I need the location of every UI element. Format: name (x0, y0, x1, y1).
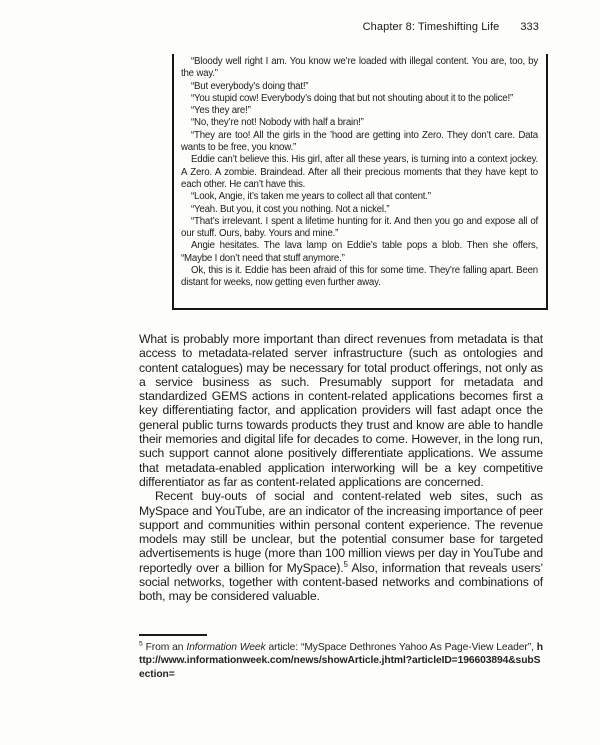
running-head (363, 21, 539, 33)
dialogue-excerpt-box (172, 54, 548, 310)
chapter-title: Chapter 8: Timeshifting Life (362, 21, 500, 33)
footnote-text-continued: article: “MySpace Dethrones Yahoo As Page-View Leader”, (265, 642, 537, 653)
body-paragraph-2-text-continued: Also, information that reveals users’ social networks, together with content-based networks and combinations of both, may be considered valuable. (139, 560, 543, 604)
excerpt-paragraph: Ok, this is it. Eddie has been afraid of this for some time. They’re falling apart. Been distant for weeks, now getting even further away. (181, 265, 538, 289)
excerpt-paragraph: “But everybody’s doing that!” (191, 80, 309, 92)
footnote-marker: 5 (139, 640, 143, 648)
excerpt-paragraph: “Bloody well right I am. You know we’re loaded with illegal content. You are, too, by the way.” (181, 56, 538, 80)
body-paragraph-2-text: Recent buy-outs of social and content-related web sites, such as MySpace and YouTube, are an indicator of the increasing importance of peer support and communities within personal content experience. The revenue models may still be unclear, but the potential consumer base for targeted advertisements is huge (more than 100 million views per day in YouTube and reportedly over a billion for MySpace). (139, 489, 543, 575)
excerpt-paragraph: “They are too! All the girls in the ’hood are getting into Zero. They don’t care. Data wants to be free, you know.” (181, 129, 538, 154)
excerpt-paragraph: “That’s irrelevant. I spent a lifetime hunting for it. And then you go and expose all of our stuff. Ours, baby. Yours and mine.” (181, 215, 538, 240)
excerpt-paragraph: “Yes they are!” (191, 105, 251, 117)
footnote-source-name: Information Week (186, 642, 266, 653)
excerpt-paragraph: “No, they’re not! Nobody with half a brain!” (191, 117, 364, 129)
footnote-url: http://www.informationweek.com/news/showArticle.jhtml?articleID=196603894&subSection= (139, 642, 543, 680)
excerpt-paragraph: “Yeah. But you, it cost you nothing. Not a nickel.” (191, 203, 390, 215)
footnote-reference-marker: 5 (343, 559, 348, 569)
page-number: 333 (520, 21, 539, 33)
excerpt-paragraph: “You stupid cow! Everybody’s doing that but not shouting about it to the police!” (191, 92, 514, 104)
body-paragraph-1: What is probably more important than direct revenues from metadata is that access to metadata-related server infrastructure (such as ontologies and content catalogues) may be necessary for total product offerings, not only as a service business as such. Presumably support for metadata and standardized GEMS actions in content-related applications becomes first a key differentiating factor, and application providers will fast adapt once the general public turns towards products they trust and know are able to handle their memories and digital life for decades to come. However, in the long run, such support cannot alone positively differentiate applications. We assume that metadata-enabled application interworking will be a key competitive differentiator as far as content-related applications are concerned. (139, 332, 543, 489)
excerpt-paragraph: “Look, Angie, it’s taken me years to collect all that content.” (191, 191, 431, 203)
excerpt-paragraph: Angie hesitates. The lava lamp on Eddie’s table pops a blob. Then she offers, “Maybe I don’t need that stuff anymore.” (181, 240, 538, 264)
excerpt-paragraph: Eddie can’t believe this. His girl, after all these years, is turning into a context jockey. A Zero. A zombie. Braindead. After all their precious moments that they have kept to each other. He can’t have this. (181, 154, 538, 190)
footnote-separator-rule (139, 634, 207, 636)
footnote (139, 641, 543, 681)
body-paragraph-2 (139, 489, 543, 603)
footnote-text: From an (142, 642, 187, 653)
body-text (139, 332, 543, 604)
